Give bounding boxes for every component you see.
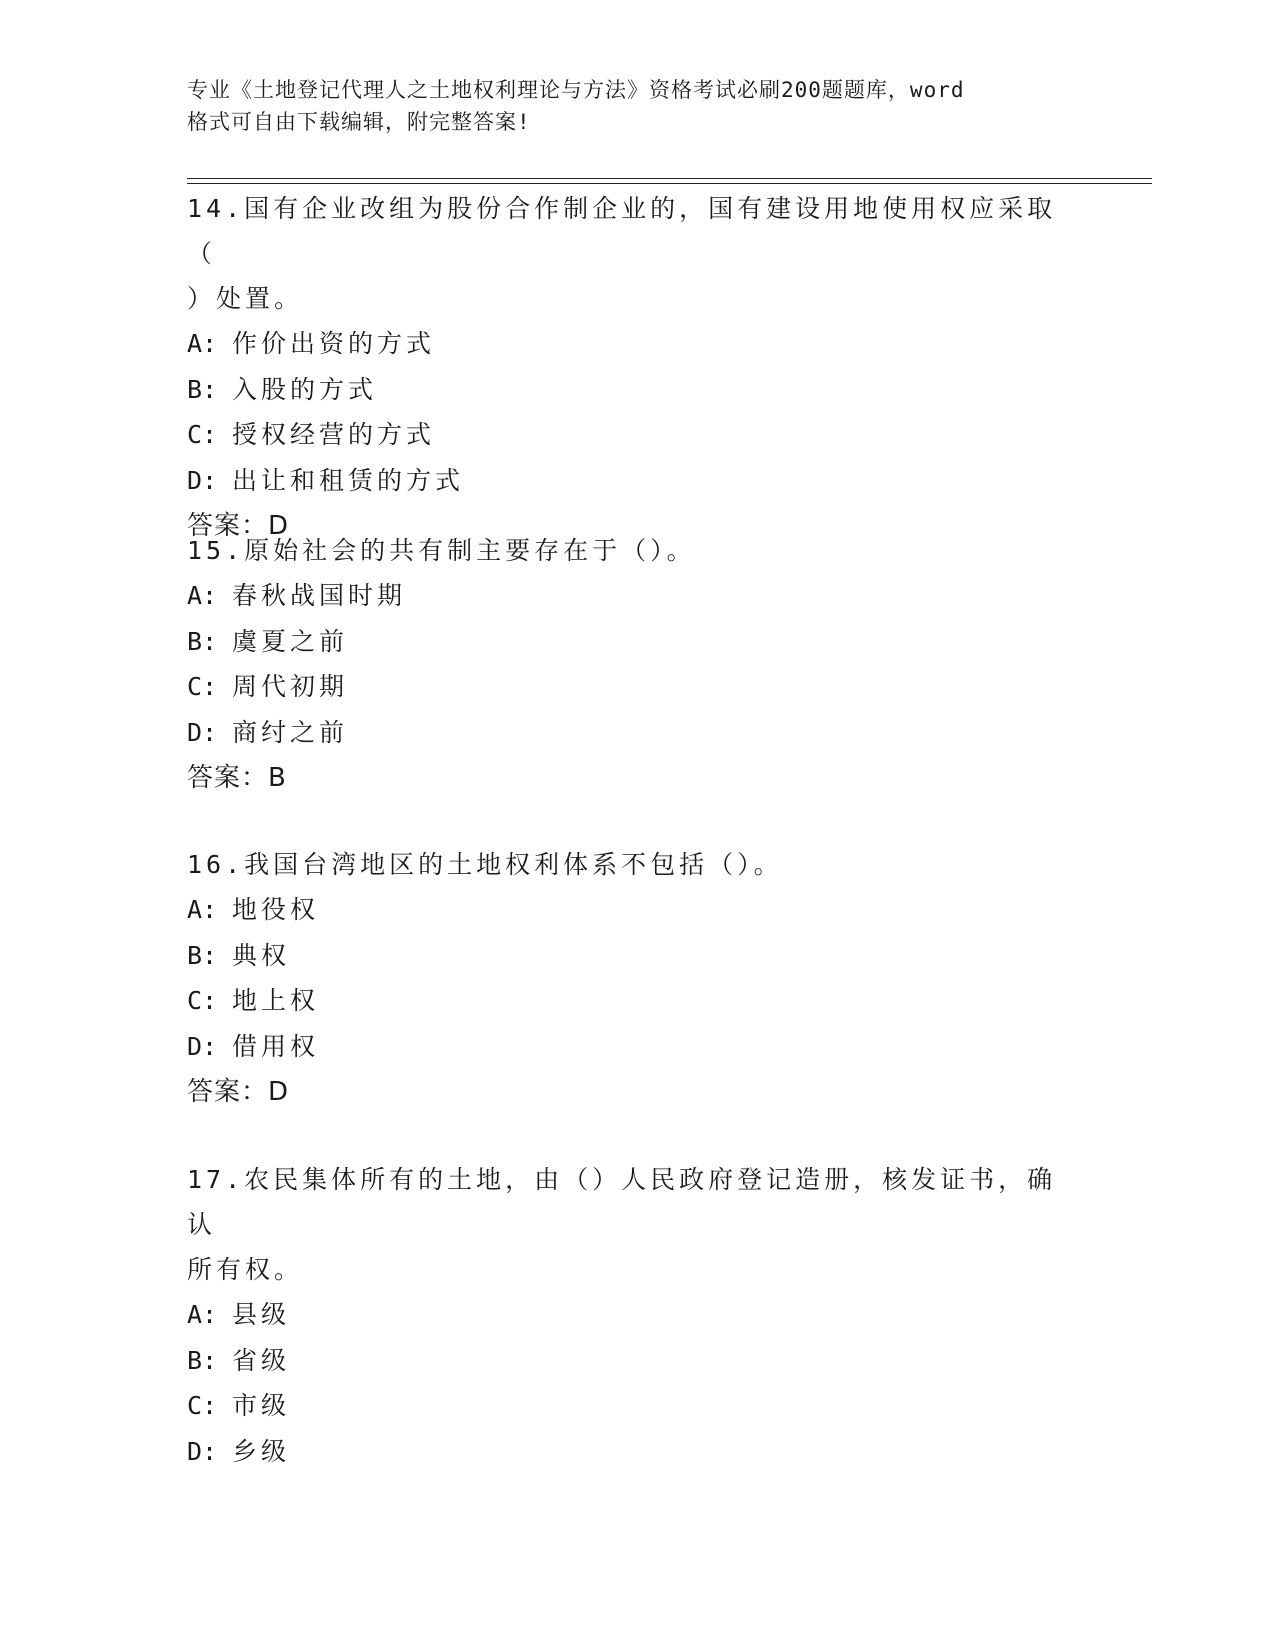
option-key: B: <box>187 1345 218 1375</box>
option-d <box>187 1429 1067 1475</box>
answer-value: D <box>268 1077 290 1107</box>
question-stem-line-2: 所有权。 <box>187 1255 304 1284</box>
option-a <box>187 573 1067 619</box>
option-text: 商纣之前 <box>232 717 349 747</box>
option-text: 周代初期 <box>232 672 349 701</box>
question-stem-line-1: 15.原始社会的共有制主要存在于（）。 <box>187 536 696 565</box>
option-c <box>187 412 1067 458</box>
answer-label: 答案： <box>187 511 269 541</box>
option-d <box>187 1024 1067 1070</box>
option-key: A: <box>187 895 218 924</box>
option-text: 授权经营的方式 <box>232 420 436 449</box>
option-key: D: <box>187 1436 218 1466</box>
document-header <box>187 74 1067 138</box>
question-stem-line-1: 14.国有企业改组为股份合作制企业的，国有建设用地使用权应采取（ <box>187 194 1057 268</box>
option-text: 典权 <box>232 940 291 970</box>
option-text: 虞夏之前 <box>232 626 349 656</box>
answer-value: D <box>268 511 290 541</box>
option-text: 入股的方式 <box>232 374 378 404</box>
option-key: B: <box>187 626 218 656</box>
question-16 <box>187 842 1067 1115</box>
option-b <box>187 619 1067 665</box>
question-15 <box>187 528 1067 801</box>
answer-label: 答案： <box>187 1077 269 1107</box>
option-key: D: <box>187 717 218 747</box>
option-key: A: <box>187 581 218 610</box>
option-c <box>187 664 1067 710</box>
option-b <box>187 933 1067 979</box>
option-text: 乡级 <box>232 1436 291 1466</box>
question-17 <box>187 1157 1067 1474</box>
header-line-2: 格式可自由下载编辑，附完整答案! <box>187 110 531 134</box>
option-text: 春秋战国时期 <box>232 581 407 610</box>
option-b <box>187 367 1067 413</box>
option-text: 县级 <box>232 1300 291 1329</box>
question-stem <box>187 186 1067 321</box>
answer-line <box>187 755 1067 801</box>
option-key: D: <box>187 1031 218 1061</box>
option-text: 地役权 <box>232 895 320 924</box>
question-stem <box>187 1157 1067 1292</box>
option-text: 市级 <box>232 1391 291 1420</box>
option-text: 出让和租赁的方式 <box>232 465 465 495</box>
option-key: C: <box>187 986 218 1015</box>
option-key: A: <box>187 1300 218 1329</box>
option-text: 作价出资的方式 <box>232 329 436 358</box>
option-key: A: <box>187 329 218 358</box>
option-b <box>187 1338 1067 1384</box>
option-a <box>187 887 1067 933</box>
answer-value: B <box>268 763 287 793</box>
header-divider-top <box>187 178 1152 179</box>
option-a <box>187 321 1067 367</box>
question-stem <box>187 528 1067 573</box>
option-d <box>187 710 1067 756</box>
option-d <box>187 458 1067 504</box>
option-key: B: <box>187 940 218 970</box>
question-stem-line-1: 16.我国台湾地区的土地权利体系不包括（）。 <box>187 850 783 879</box>
option-text: 借用权 <box>232 1031 320 1061</box>
option-key: B: <box>187 374 218 404</box>
question-14 <box>187 186 1067 549</box>
answer-line <box>187 1069 1067 1115</box>
question-stem <box>187 842 1067 887</box>
option-text: 省级 <box>232 1345 291 1375</box>
option-key: C: <box>187 672 218 701</box>
option-key: D: <box>187 465 218 495</box>
option-c <box>187 1383 1067 1429</box>
answer-label: 答案： <box>187 763 269 793</box>
question-stem-line-2: ）处置。 <box>187 284 304 313</box>
question-stem-line-1: 17.农民集体所有的土地，由（）人民政府登记造册，核发证书，确认 <box>187 1165 1057 1239</box>
option-c <box>187 978 1067 1024</box>
header-line-1: 专业《土地登记代理人之土地权利理论与方法》资格考试必刷200题题库，word <box>187 78 965 102</box>
option-key: C: <box>187 420 218 449</box>
option-a <box>187 1292 1067 1338</box>
option-text: 地上权 <box>232 986 320 1015</box>
header-divider-bottom <box>187 183 1152 184</box>
option-key: C: <box>187 1391 218 1420</box>
